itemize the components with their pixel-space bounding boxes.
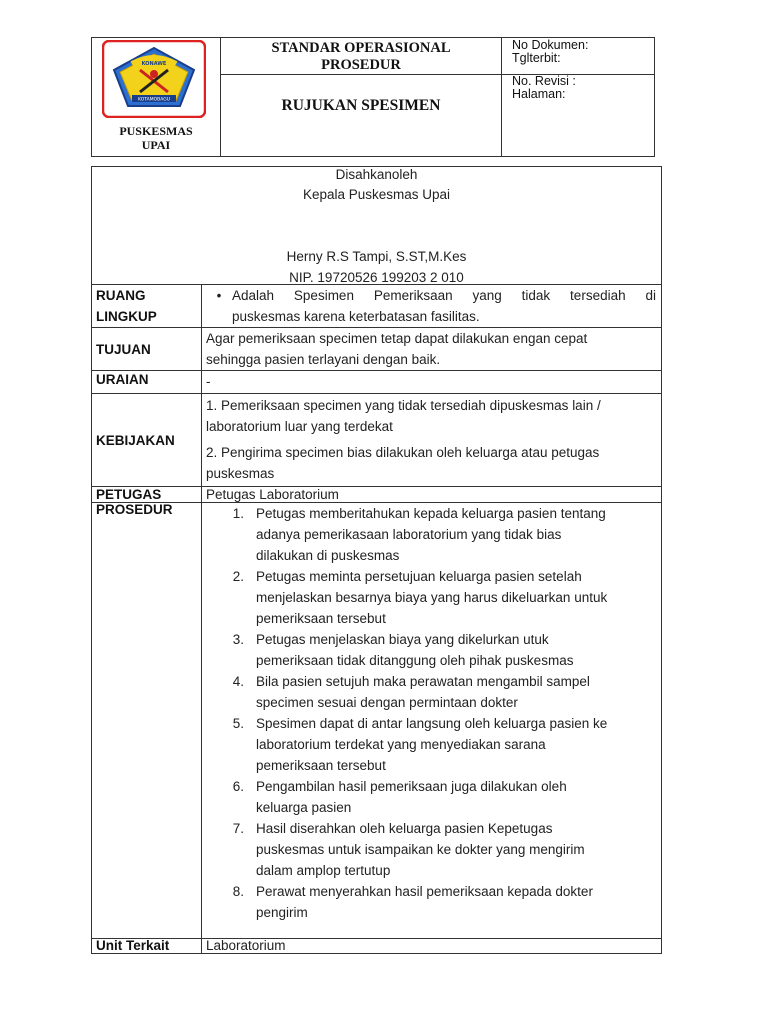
org-name-line2: UPAI [141, 138, 171, 152]
prosedur-step [202, 818, 656, 881]
meta-bottom [502, 75, 655, 157]
label-petugas: PETUGAS [92, 487, 202, 503]
kebijakan-item1-line2: laboratorium luar yang terdekat [206, 419, 393, 434]
tujuan-line1: Agar pemeriksaan specimen tetap dapat dilakukan engan cepat [206, 331, 588, 346]
label-kebijakan: KEBIJAKAN [92, 394, 202, 487]
step-line: pemeriksaan tersebut [256, 758, 386, 773]
step-text [256, 881, 656, 923]
step-line: pemeriksaan tidak ditanggung oleh pihak puskesmas [256, 653, 574, 668]
step-text [256, 713, 656, 776]
label-ruang-lingkup [92, 285, 202, 328]
step-line: pemeriksaan tersebut [256, 611, 386, 626]
step-line: Spesimen dapat di antar langsung oleh keluarga pasien ke [256, 716, 608, 731]
prosedur-step [202, 881, 656, 923]
row-tujuan [92, 328, 662, 371]
step-line: adanya pemerikasaan laboratorium yang tidak bias [256, 527, 562, 542]
approval-nip: NIP. 19720526 199203 2 010 [289, 270, 464, 285]
halaman-label: Halaman: [512, 87, 566, 101]
prosedur-step [202, 629, 656, 671]
step-text [256, 776, 656, 818]
title-line2: PROSEDUR [321, 57, 401, 73]
step-number: 1. [232, 506, 244, 521]
row-ruang-lingkup [92, 285, 662, 328]
step-line: Petugas menjelaskan biaya yang dikelurkan utuk [256, 632, 549, 647]
step-number: 6. [232, 779, 244, 794]
step-line: Hasil diserahkan oleh keluarga pasien Kepetugas [256, 821, 553, 836]
logo-top-text: KONAWE [141, 61, 167, 67]
sop-table [91, 284, 662, 954]
document-title [221, 38, 502, 75]
prosedur-step [202, 566, 656, 629]
step-text [256, 566, 656, 629]
prosedur-step [202, 503, 656, 566]
puskesmas-logo [102, 40, 206, 118]
kebijakan-item1-line1: 1. Pemeriksaan specimen yang tidak tersediah dipuskesmas lain / [206, 398, 601, 413]
document-subtitle [221, 75, 502, 157]
step-line: pengirim [256, 905, 308, 920]
value-kebijakan [202, 394, 662, 487]
approval-jabatan: Kepala Puskesmas Upai [302, 187, 451, 202]
step-number: 2. [232, 569, 244, 584]
step-text [256, 671, 656, 713]
step-number: 8. [232, 884, 244, 899]
step-line: laboratorium terdekat yang menyediakan sarana [256, 737, 546, 752]
ruang-lingkup-line2: puskesmas karena keterbatasan fasilitas. [232, 309, 480, 324]
tgl-terbit-label: Tglterbit: [512, 51, 561, 65]
row-prosedur [92, 503, 662, 939]
step-line: Petugas meminta persetujuan keluarga pasien setelah [256, 569, 582, 584]
label-tujuan: TUJUAN [92, 328, 202, 371]
no-dokumen-label: No Dokumen: [512, 38, 589, 52]
approval-disahkan: Disahkanoleh [335, 167, 418, 182]
label-unit-terkait: Unit Terkait [92, 939, 202, 954]
title-line1: STANDAR OPERASIONAL [271, 40, 451, 56]
kebijakan-item2-line1: 2. Pengirima specimen bias dilakukan oleh keluarga atau petugas [206, 445, 600, 460]
step-number: 4. [232, 674, 244, 689]
organization-name [92, 124, 220, 152]
value-ruang-lingkup [202, 285, 662, 328]
document-header [91, 37, 655, 157]
step-line: Perawat menyerahkan hasil pemeriksaan kepada dokter [256, 884, 593, 899]
value-unit-terkait: Laboratorium [202, 939, 662, 954]
kebijakan-item2-line2: puskesmas [206, 466, 275, 481]
org-name-line1: PUSKESMAS [119, 124, 193, 138]
step-line: Petugas memberitahukan kepada keluarga pasien tentang [256, 506, 606, 521]
value-prosedur [202, 503, 662, 939]
ruang-lingkup-line1: Adalah Spesimen Pemeriksaan yang tidak tersediah di [232, 288, 656, 303]
label-prosedur: PROSEDUR [92, 503, 202, 939]
row-unit-terkait [92, 939, 662, 954]
step-text [256, 629, 656, 671]
step-line: dalam amplop tertutup [256, 863, 391, 878]
step-line: Bila pasien setujuh maka perawatan mengambil sampel [256, 674, 590, 689]
approval-nama: Herny R.S Tampi, S.ST,M.Kes [286, 249, 467, 264]
logo-cell [92, 38, 221, 157]
step-text [256, 818, 656, 881]
value-petugas: Petugas Laboratorium [202, 487, 662, 503]
step-line: dilakukan di puskesmas [256, 548, 400, 563]
step-text [256, 503, 656, 566]
prosedur-list [202, 503, 656, 923]
row-uraian [92, 371, 662, 394]
prosedur-step [202, 713, 656, 776]
logo-bottom-text: KOTAMOBAGU [137, 97, 171, 103]
label-ruang: RUANG [96, 288, 146, 303]
row-petugas [92, 487, 662, 503]
step-number: 3. [232, 632, 244, 647]
label-lingkup: LINGKUP [96, 309, 157, 324]
prosedur-step [202, 776, 656, 818]
label-uraian: URAIAN [92, 371, 202, 394]
row-kebijakan [92, 394, 662, 487]
step-number: 7. [232, 821, 244, 836]
step-number: 5. [232, 716, 244, 731]
no-revisi-label: No. Revisi : [512, 74, 576, 88]
meta-top [502, 38, 655, 75]
step-line: puskesmas untuk isampaikan ke dokter yang mengirim [256, 842, 585, 857]
value-uraian: - [202, 371, 662, 394]
step-line: keluarga pasien [256, 800, 352, 815]
step-line: Pengambilan hasil pemeriksaan juga dilakukan oleh [256, 779, 567, 794]
tujuan-line2: sehingga pasien terlayani dengan baik. [206, 352, 441, 367]
approval-box [91, 166, 662, 284]
value-tujuan [202, 328, 662, 371]
prosedur-step [202, 671, 656, 713]
step-line: specimen sesuai dengan permintaan dokter [256, 695, 518, 710]
bullet-dot: • [216, 288, 222, 303]
subtitle-text: RUJUKAN SPESIMEN [281, 97, 441, 114]
step-line: menjelaskan besarnya biaya yang harus dikeluarkan untuk [256, 590, 608, 605]
